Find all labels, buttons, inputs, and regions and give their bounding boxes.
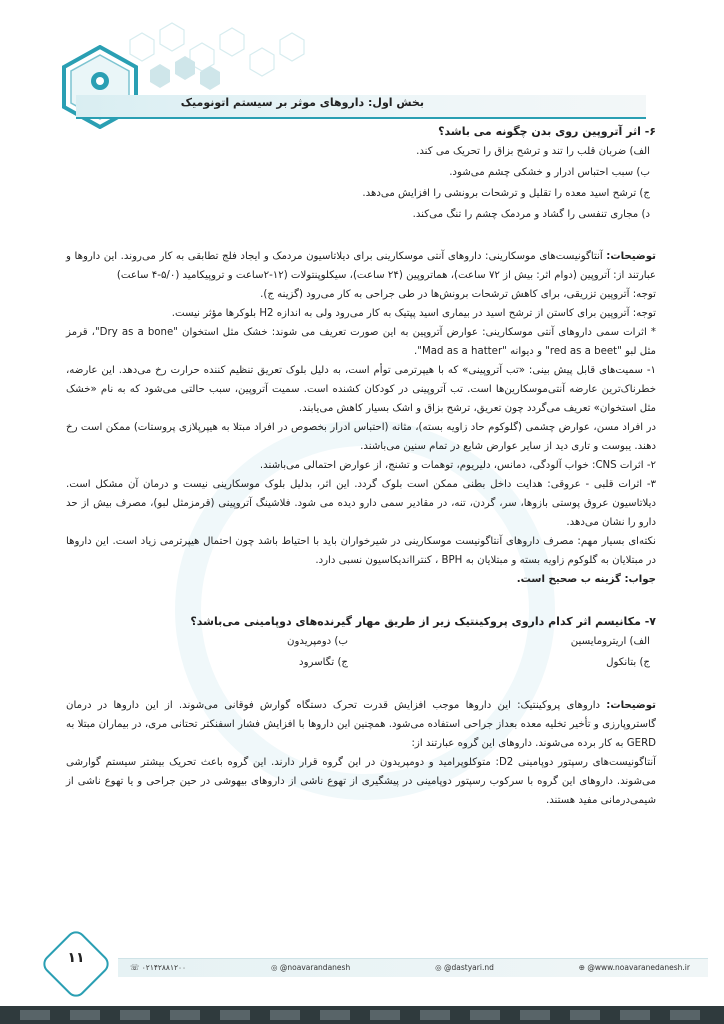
question-6-title: ۶- اثر آتروپین روی بدن چگونه می باشد؟ — [438, 125, 656, 138]
q6-explanation-paragraph — [66, 247, 656, 285]
q6-option-c: ج) ترشح اسید معده را تقلیل و ترشحات برونشی را افزایش می‌دهد. — [362, 188, 650, 199]
page-number: ۱۱ — [67, 950, 85, 966]
q6-answer: جواب: گزینه ب صحیح است. — [516, 574, 656, 585]
q7-option-a: الف) اریترومایسین — [570, 636, 650, 647]
q7-option-c: ج) بتانکول — [606, 657, 650, 668]
section-title: بخش اول: داروهای موثر بر سیستم اتونومیک — [180, 96, 424, 109]
q6-paragraph-5: ۱- سمیت‌های قابل پیش بینی: «تب آتروپینی» که با هیپرترمی توأم است، به دلیل بلوک تعریق تنظیم کننده حرارت رخ می‌دهد. این عارضه، خطرناک‌ترین عارضه آنتی‌موسکارین‌ها است. تب آتروپینی در کودکان کشنده است. سمیت آتروپین، سبب حالتی می‌شود که به نام «خشک مثل استخوان» تعریف می‌گردد چون تعریق، ترشح بزاق و اشک بسیار کاهش می‌یابند. — [66, 365, 656, 414]
page-content — [66, 122, 656, 810]
footer-contacts — [130, 960, 690, 974]
q6-paragraph-8: ۳- اثرات قلبی - عروقی: هدایت داخل بطنی ممکن است بلوک گردد. این اثر، بدلیل بلوک موسکارینی نیست و درمان آن مشکل است. دیلاتاسیون عروق پوستی بازوها، سر، گردن، تنه، در مقادیر سمی دارو دیده می شود. فلاشینگ آتروپینی (قرمزمثل لبو)، مصرف بیش از حد دارو را نشان می‌دهد. — [66, 479, 656, 528]
q6-paragraph-4: * اثرات سمی داروهای آنتی موسکارینی: عوارض آتروپین به این صورت تعریف می شوند: خشک مثل استخوان "Dry as a bone"، قرمز مثل لبو "red as a beet" و دیوانه "Mad as a hatter". — [66, 327, 656, 357]
q6-paragraph-6: در افراد مسن، عوارض چشمی (گلوکوم حاد زاویه بسته)، مثانه (احتباس ادرار بخصوص در افراد مبتلا به هیپرپلازی پروستات) ممکن است رخ دهند. یبوست و تاری دید از سایر عوارض شایع در تمام سنین می‌باشند. — [66, 422, 656, 452]
instagram-1-text: @noavarandanesh — [279, 962, 351, 972]
footer-instagram-2: ◎ @dastyari.nd — [435, 962, 494, 972]
q7-options — [66, 631, 656, 673]
bottom-decorative-strip — [0, 1006, 724, 1024]
q6-paragraph-3: توجه: آتروپین برای کاستن از ترشح اسید در بیماری اسید پپتیک به کار می‌رود ولی به اندازه H2 بلوکرها مؤثر نیست. — [171, 308, 656, 319]
phone-text: ۰۲۱۴۲۸۸۱۲۰۰ — [141, 962, 187, 972]
footer-instagram-1: ◎ @noavarandanesh — [270, 962, 351, 972]
q6-option-d: د) مجاری تنفسی را گشاد و مردمک چشم را تنگ می‌کند. — [412, 209, 650, 220]
question-7-title: ۷- مکانیسم اثر کدام داروی پروکینتیک زیر از طریق مهار گیرنده‌های دوپامینی می‌باشد؟ — [190, 615, 656, 628]
q7-explanation-paragraph — [66, 696, 656, 753]
footer-website: ⊕ @www.noavaranedanesh.ir — [578, 962, 690, 972]
instagram-2-text: @dastyari.nd — [444, 962, 494, 972]
website-text: @www.noavaranedanesh.ir — [587, 962, 690, 972]
q7-option-d: ج) تگاسرود — [299, 657, 348, 668]
footer-phone: ☏ ۰۲۱۴۲۸۸۱۲۰۰ — [130, 962, 187, 972]
q7-explanation-label: توضیحات: — [606, 700, 656, 711]
q6-option-b: ب) سبب احتباس ادرار و خشکی چشم می‌شود. — [449, 167, 650, 178]
q6-paragraph-2: توجه: آتروپین تزریقی، برای کاهش ترشحات برونش‌ها در طی جراحی به کار می‌رود (گزینه ج). — [260, 289, 656, 300]
q6-explanation-label: توضیحات: — [606, 251, 656, 262]
q6-option-a: الف) ضربان قلب را تند و ترشح بزاق را تحریک می کند. — [416, 146, 650, 157]
q6-paragraph-7: ۲- اثرات CNS: خواب آلودگی، دمانس، دلیریوم، توهمات و تشنج، از عوارض احتمالی می‌باشند. — [259, 460, 656, 471]
q6-paragraph-9: نکته‌ای بسیار مهم: مصرف داروهای آنتاگونیست موسکارینی در شیرخواران باید با احتیاط باشد چون احتمال هیپرترمی زیاد است. این داروها در مبتلایان به گلوکوم زاویه بسته و مبتلایان به BPH ، کنترااندیکاسیون نسبی دارد. — [66, 536, 656, 566]
q7-option-b: ب) دومپریدون — [287, 636, 348, 647]
q7-paragraph-1: داروهای پروکینتیک: این داروها موجب افزایش قدرت تحرک دستگاه گوارش فوقانی می‌شوند. از این داروها در درمان گاستروپارزی و تأخیر تخلیه معده بعداز جراحی استفاده می‌شود. همچنین این داروها با افزایش فشار اسفنکتر تحتانی مری، در بیماران مبتلا به GERD به کار برده می‌شوند. داروهای این گروه عبارتند از: — [66, 700, 656, 749]
q6-paragraph-1: آنتاگونیست‌های موسکارینی: داروهای آنتی موسکارینی برای دیلاتاسیون مردمک و ایجاد فلج تطابقی به کار می‌روند. این داروها و عبارتند از: آتروپین (دوام اثر: بیش از ۷۲ ساعت)، هماتروپین (۲۴ ساعت)، سیکلوپنتولات (۱۲-۲ساعت و تروپیکامید (۵/۰-۴ ساعت) — [66, 251, 656, 281]
q7-paragraph-2: آنتاگونیست‌های رسپتور دوپامینی D2: متوکلوپرامید و دومپریدون در این گروه قرار دارند. این گروه باعث تحریک بیشتر سیستم گوارشی می‌شوند. داروهای این گروه با سرکوب رسپتور دوپامینی در پیشگیری از تهوع ناشی از داروهای بیهوشی در حین جراحی و یا تهوع ناشی از شیمی‌درمانی مفید هستند. — [66, 757, 656, 806]
